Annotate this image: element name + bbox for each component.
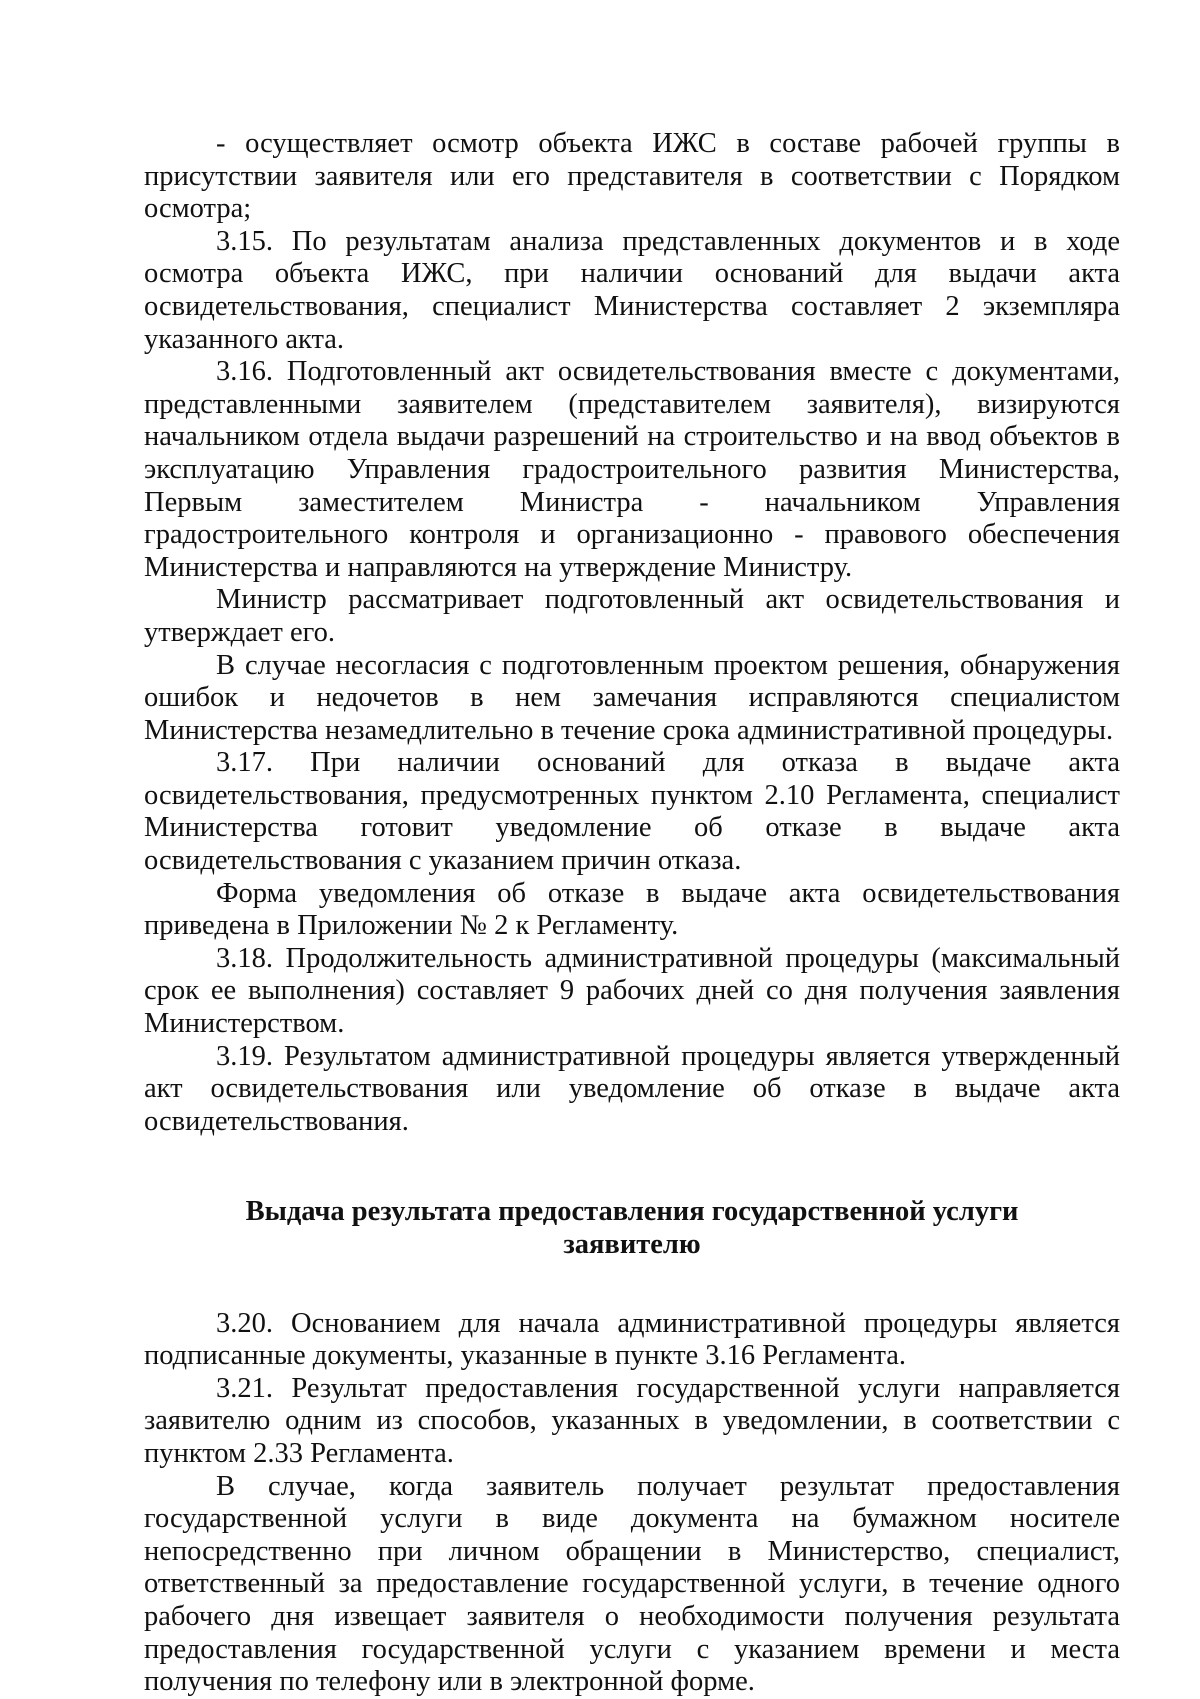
section-heading [144,1196,1120,1261]
paragraph-disagreement: В случае несогласия с подготовленным проектом решения, обнаружения ошибок и недочетов в нем замечания исправляются специалистом Министерства незамедлительно в течение срока административной процедуры. [144,649,1120,746]
section-heading-line2: заявителю [563,1229,701,1260]
paragraph-3-19: 3.19. Результатом административной процедуры является утвержденный акт освидетельствования или уведомление об отказе в выдаче акта освидетельствования. [144,1040,1120,1137]
section-heading-line1: Выдача результата предоставления государственной услуги [245,1196,1019,1228]
paragraph-3-17: 3.17. При наличии оснований для отказа в выдаче акта освидетельствования, предусмотренных пунктом 2.10 Регламента, специалист Министерства готовит уведомление об отказе в выдаче акта освидетельствования с указанием причин отказа. [144,747,1120,877]
paragraph-3-20: 3.20. Основанием для начала административной процедуры является подписанные документы, указанные в пункте 3.16 Регламента. [144,1307,1120,1372]
paragraph-paper-delivery: В случае, когда заявитель получает результат предоставления государственной услуги в виде документа на бумажном носителе непосредственно при личном обращении в Министерство, специалист, ответственный за предоставление государственной услуги, в течение одного рабочего дня извещает заявителя о необходимости получения результата предоставления государственной услуги с указанием времени и места получения по телефону или в электронной форме. [144,1470,1120,1698]
document-page [144,128,1120,1699]
paragraph-inspection: - осуществляет осмотр объекта ИЖС в составе рабочей группы в присутствии заявителя или его представителя в соответствии с Порядком осмотра; [144,128,1120,225]
paragraph-3-18: 3.18. Продолжительность административной процедуры (максимальный срок ее выполнения) составляет 9 рабочих дней со дня получения заявления Министерством. [144,942,1120,1040]
paragraph-3-21: 3.21. Результат предоставления государственной услуги направляется заявителю одним из способов, указанных в уведомлении, в соответствии с пунктом 2.33 Регламента. [144,1372,1120,1469]
paragraph-3-16: 3.16. Подготовленный акт освидетельствования вместе с документами, представленными заявителем (представителем заявителя), визируются начальником отдела выдачи разрешений на строительство и на ввод объектов в эксплуатацию Управления градостроительного развития Министерства, Первым заместителем Министра - начальником Управления градостроительного контроля и организационно - правового обеспечения Министерства и направляются на утверждение Министру. [144,356,1120,583]
paragraph-3-15: 3.15. По результатам анализа представленных документов и в ходе осмотра объекта ИЖС, при наличии оснований для выдачи акта освидетельствования, специалист Министерства составляет 2 экземпляра указанного акта. [144,225,1120,355]
paragraph-minister: Министр рассматривает подготовленный акт освидетельствования и утверждает его. [144,584,1120,648]
paragraph-notice-form: Форма уведомления об отказе в выдаче акта освидетельствования приведена в Приложении № 2 к Регламенту. [144,877,1120,942]
